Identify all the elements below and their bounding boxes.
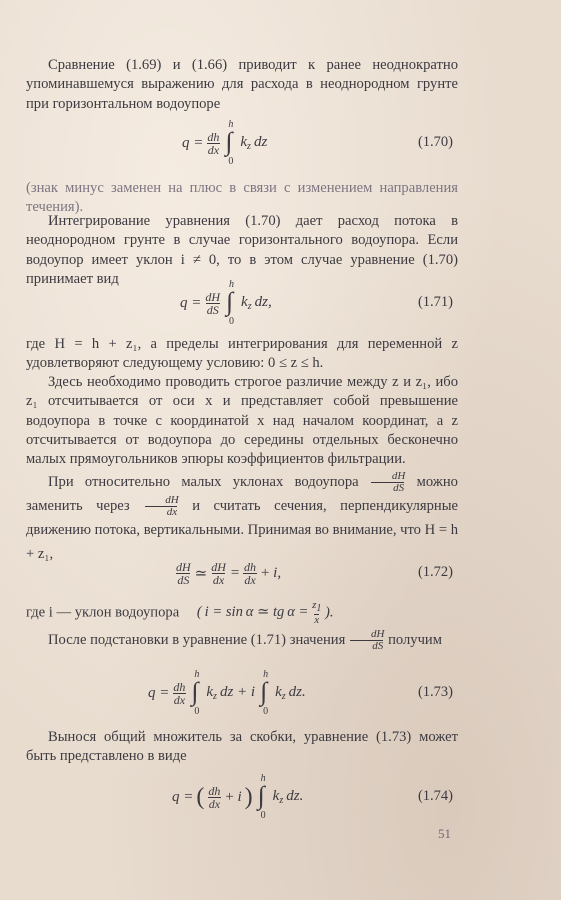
equation-number: (1.70) <box>417 134 453 150</box>
equation-number: (1.73) <box>417 684 453 700</box>
equation-1-70: q = $\frac{dh}{dx}$ h ∫ 0 $k_z$ dz (1.70) <box>182 119 453 167</box>
paragraph-sign-note: (знак минус заменен на плюс в связи с изменением направления течения). <box>26 180 458 216</box>
inline-fraction-dH-dS: $\frac{dH}{dS}$ <box>370 471 405 494</box>
equation-number: (1.74) <box>417 788 453 804</box>
paragraph-intro: Сравнение (1.69) и (1.66) приводит к ранее неоднократно упоминавшемуся выражению для расхода в неоднородном грунте при горизонтальном водоупоре <box>26 57 458 112</box>
paragraph-limits: где H = h + z₁, а пределы интегрирования для переменной z удовлетворяют следующему условию: 0 ≤ z ≤ h. <box>26 336 458 372</box>
inline-fraction-dH-dx: $\frac{dH}{dx}$ <box>143 495 178 518</box>
equation-1-72: $\frac{dH}{dS}$ ≃ $\frac{dH}{dx}$ = $\frac{dh}{dx}$ + i, (1.72) <box>176 559 453 587</box>
paragraph-slope-def: где i — уклон водоупора ( i = sin α ≃ tg α = $\frac{z1}{x}$ ). <box>26 599 334 626</box>
page-number: 51 <box>438 826 451 841</box>
paragraph-factor: Вынося общий множитель за скобки, уравнение (1.73) может быть представлено в виде <box>26 729 458 765</box>
equation-number: (1.72) <box>417 564 453 580</box>
equation-1-74: q = ( $\frac{dh}{dx}$ + i ) h ∫ 0 $k_z$ dz. (1.74) <box>172 773 453 821</box>
paragraph-substitution: После подстановки в уравнение (1.71) значения $\frac{dH}{dS}$ получим <box>48 628 442 653</box>
equation-number: (1.71) <box>417 294 453 310</box>
paragraph-integration: Интегрирование уравнения (1.70) дает расход потока в неоднородном грунте в случае горизонтального водоупора. Если водоупор имеет уклон i ≠ 0, то в этом случае уравнение (1.70) принимает вид <box>26 213 458 287</box>
inline-fraction-z1-x: $\frac{z1}{x}$ <box>312 599 322 626</box>
paragraph-small-slopes: При относительно малых уклонах водоупора $\frac{dH}{dS}$ можно заменить через $\frac{dH}{dx}$ и считать сечения, перпендикулярные движению потока, вертикальными. Принимая во внимание, что H = h + z₁, <box>26 470 458 563</box>
equation-1-73: q = $\frac{dh}{dx}$ h ∫ 0 $k_z$ dz + i h ∫ 0 $k_z$ dz. (1.73) <box>148 669 453 717</box>
inline-fraction-dH-dS-2: $\frac{dH}{dS}$ <box>349 629 384 652</box>
equation-1-71: q = $\frac{dH}{dS}$ h ∫ 0 $k_z$ dz, (1.71) <box>180 279 453 327</box>
paragraph-distinction: Здесь необходимо проводить строгое различие между z и z₁, ибо z₁ отсчитывается от оси x и представляет собой превышение водоупора в точке с координатой x над началом координат, а z отсчитывается от водоупора до середины отдельных бесконечно малых прямоугольников эпюры коэффициентов фильтрации. <box>26 374 458 468</box>
